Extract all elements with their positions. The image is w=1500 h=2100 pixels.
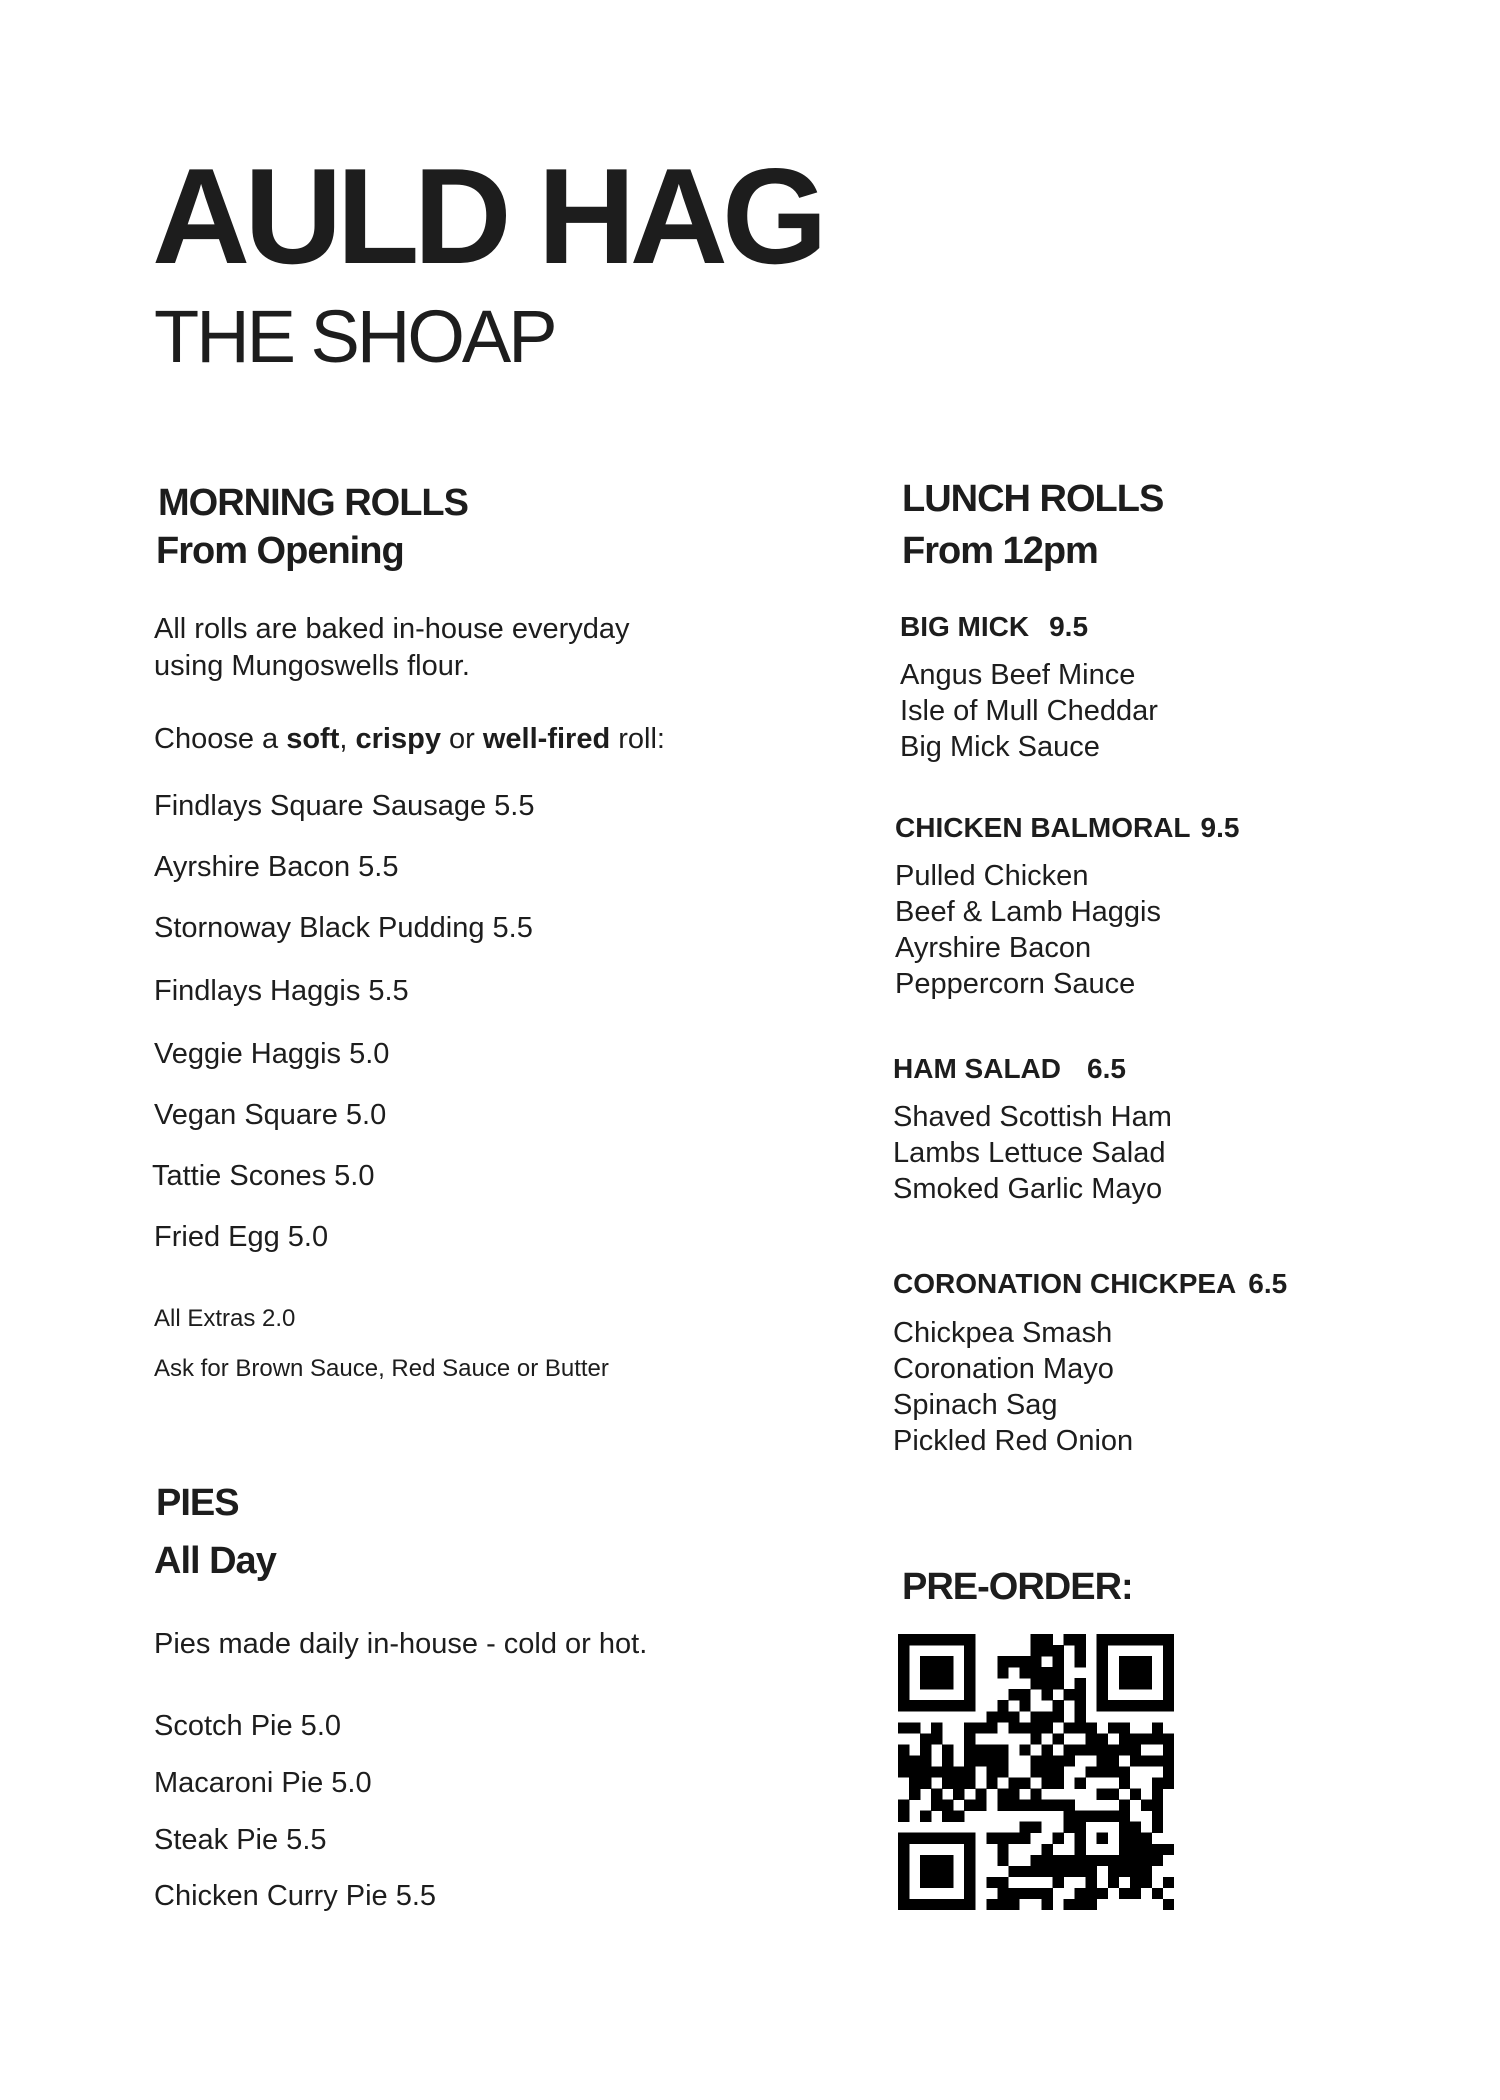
- morning-item: Findlays Haggis 5.5: [154, 975, 409, 1007]
- item-price: 6.5: [1248, 1268, 1288, 1299]
- preorder-label: PRE-ORDER:: [902, 1566, 1133, 1608]
- morning-intro-line1: All rolls are baked in-house everyday: [154, 613, 630, 645]
- extras-note: All Extras 2.0: [154, 1305, 296, 1332]
- item-price: 6.5: [1087, 1053, 1126, 1084]
- morning-item: Findlays Square Sausage 5.5: [154, 790, 535, 822]
- morning-item: Tattie Scones 5.0: [152, 1160, 375, 1192]
- morning-item: Vegan Square 5.0: [154, 1099, 387, 1131]
- lunch-rolls-title: LUNCH ROLLS: [902, 478, 1164, 520]
- morning-intro-line2: using Mungoswells flour.: [154, 650, 470, 682]
- lunch-item-ingredients: Shaved Scottish Ham Lambs Lettuce Salad Smoked Garlic Mayo: [893, 1101, 1172, 1205]
- qr-code-icon[interactable]: [898, 1632, 1174, 1912]
- lunch-item-ingredients: Pulled Chicken Beef & Lamb Haggis Ayrshire Bacon Peppercorn Sauce: [895, 860, 1161, 1000]
- morning-rolls-title: MORNING ROLLS: [158, 482, 468, 524]
- lunch-item-title: CORONATION CHICKPEA 6.5: [893, 1268, 1288, 1299]
- pie-item: Chicken Curry Pie 5.5: [154, 1880, 437, 1912]
- pies-intro: Pies made daily in-house - cold or hot.: [154, 1628, 648, 1660]
- item-price: 9.5: [1200, 812, 1240, 843]
- pies-title: PIES: [156, 1482, 239, 1524]
- lunch-rolls-subtitle: From 12pm: [902, 530, 1098, 572]
- page-subtitle: THE SHOAP: [154, 295, 555, 378]
- pie-item: Macaroni Pie 5.0: [154, 1767, 372, 1799]
- pies-subtitle: All Day: [154, 1540, 276, 1582]
- choose-roll-text: Choose a soft, crispy or well-fired roll:: [154, 723, 665, 755]
- lunch-item-ingredients: Angus Beef Mince Isle of Mull Cheddar Big Mick Sauce: [900, 659, 1158, 763]
- roll-type-soft: soft: [286, 723, 340, 755]
- page-title: AULD HAG: [152, 140, 822, 292]
- morning-item: Veggie Haggis 5.0: [154, 1038, 390, 1070]
- morning-item: Ayrshire Bacon 5.5: [154, 851, 399, 883]
- sauces-note: Ask for Brown Sauce, Red Sauce or Butter: [154, 1355, 609, 1382]
- pie-item: Steak Pie 5.5: [154, 1824, 327, 1856]
- lunch-item-title: CHICKEN BALMORAL 9.5: [895, 812, 1240, 843]
- roll-type-crispy: crispy: [355, 723, 441, 755]
- lunch-item-title: HAM SALAD 6.5: [893, 1053, 1126, 1084]
- roll-type-well-fired: well-fired: [482, 723, 611, 755]
- morning-item: Fried Egg 5.0: [154, 1221, 329, 1253]
- morning-rolls-subtitle: From Opening: [156, 530, 404, 572]
- item-price: 9.5: [1049, 611, 1089, 642]
- pie-item: Scotch Pie 5.0: [154, 1710, 341, 1742]
- lunch-item-title: BIG MICK 9.5: [900, 611, 1089, 642]
- morning-item: Stornoway Black Pudding 5.5: [154, 912, 533, 944]
- lunch-item-ingredients: Chickpea Smash Coronation Mayo Spinach Sag Pickled Red Onion: [893, 1317, 1134, 1457]
